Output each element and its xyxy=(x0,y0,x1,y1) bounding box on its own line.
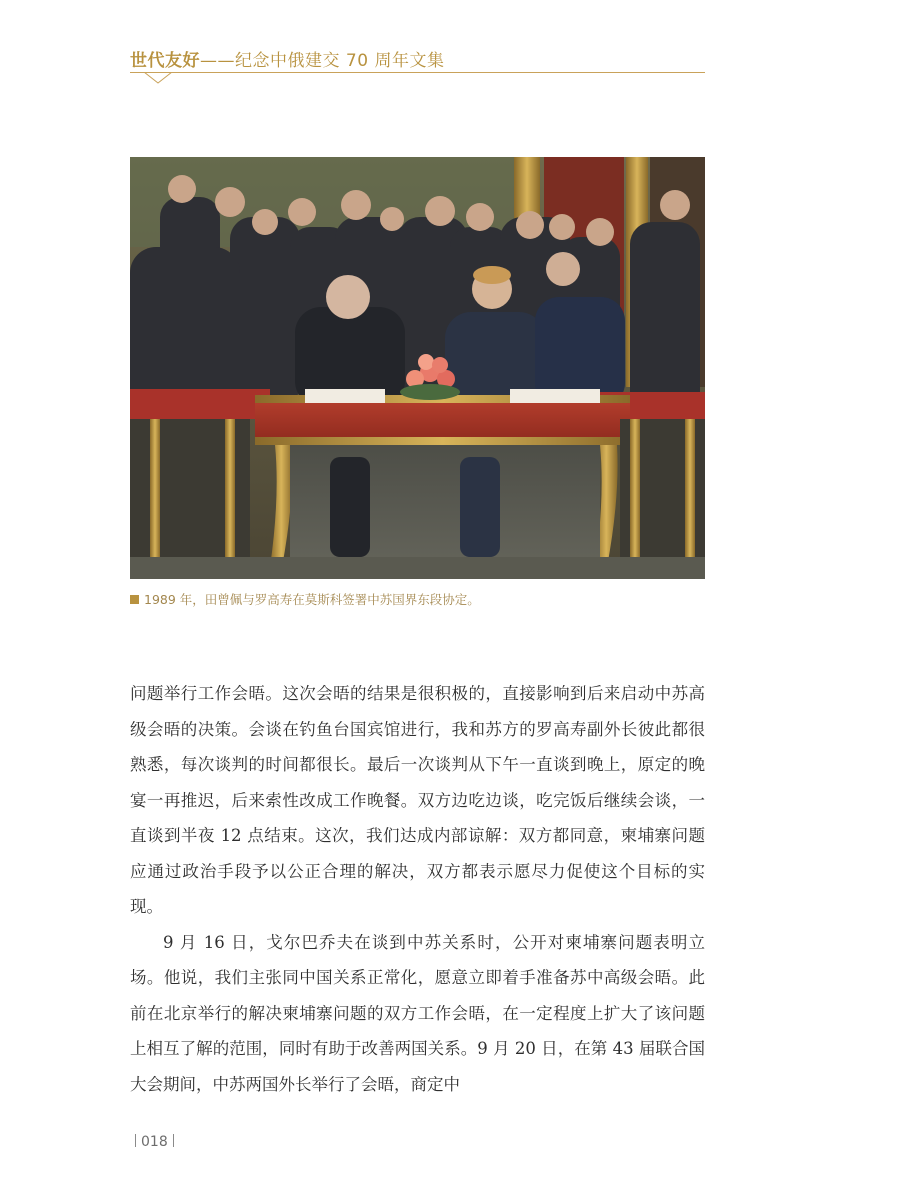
folio-bar-left xyxy=(135,1134,136,1147)
header-notch-ornament xyxy=(144,72,172,84)
running-header xyxy=(130,46,705,86)
caption-marker xyxy=(130,595,139,604)
header-rule xyxy=(130,72,705,73)
paragraph: 9 月 16 日，戈尔巴乔夫在谈到中苏关系时，公开对柬埔寨问题表明立场。他说，我们主张同中国关系正常化，愿意立即着手准备苏中高级会晤。此前在北京举行的解决柬埔寨问题的双方工作会晤，在一定程度上扩大了该问题上相互了解的范围，同时有助于改善两国关系。9 月 20 日，在第 43 届联合国大会期间，中苏两国外长举行了会晤，商定中 xyxy=(130,932,705,1094)
page-number xyxy=(130,1134,179,1150)
caption-text: 1989 年，田曾佩与罗高寿在莫斯科签署中苏国界东段协定。 xyxy=(144,592,480,607)
photo-caption xyxy=(130,590,705,608)
page-number-text: 018 xyxy=(141,1134,168,1150)
series-title: 世代友好 xyxy=(130,51,200,71)
folio-bar-right xyxy=(173,1134,174,1147)
header-title xyxy=(130,46,444,71)
series-subtitle: ——纪念中俄建交 70 周年文集 xyxy=(200,51,445,71)
signing-ceremony-photo xyxy=(130,157,705,579)
paragraph-continuation: 问题举行工作会晤。这次会晤的结果是很积极的，直接影响到后来启动中苏高级会晤的决策。会谈在钓鱼台国宾馆进行，我和苏方的罗高寿副外长彼此都很熟悉，每次谈判的时间都很长。最后一次谈判从下午一直谈到晚上，原定的晚宴一再推迟，后来索性改成工作晚餐。双方边吃边谈，吃完饭后继续会谈，一直谈到半夜 12 点结束。这次，我们达成内部谅解：双方都同意，柬埔寨问题应通过政治手段予以公正合理的解决，双方都表示愿尽力促使这个目标的实现。 xyxy=(130,684,705,916)
body-text xyxy=(130,676,705,1102)
